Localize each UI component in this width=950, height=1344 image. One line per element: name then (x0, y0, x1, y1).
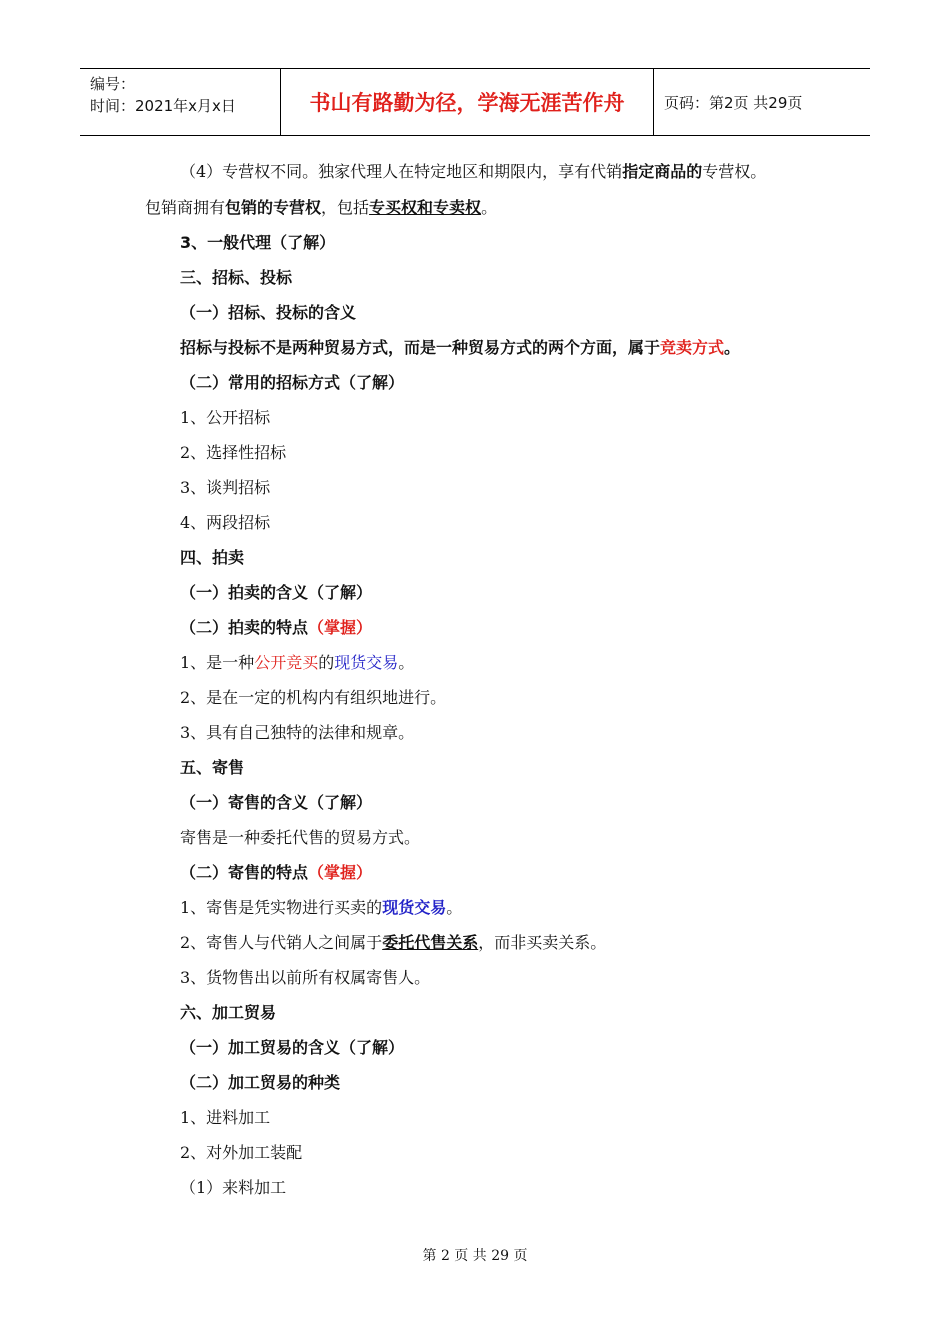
heading-general-agency: 3、一般代理（了解） (180, 233, 336, 252)
time-label: 时间：2021年x月x日 (90, 97, 236, 115)
list-item: 1、公开招标 (180, 408, 271, 427)
heading-consignment-meaning: （一）寄售的含义（了解） (180, 793, 373, 812)
paragraph-exclusive-right: （4）专营权不同。独家代理人在特定地区和期限内，享有代销指定商品的专营权。 (180, 162, 767, 181)
heading-processing-trade: 六、加工贸易 (180, 1003, 277, 1022)
header-motto: 书山有路勤为径，学海无涯苦作舟 (281, 69, 654, 135)
number-label: 编号： (90, 75, 136, 93)
list-item: 1、是一种公开竞买的现货交易。 (180, 653, 415, 672)
heading-processing-meaning: （一）加工贸易的含义（了解） (180, 1038, 405, 1057)
list-item: 1、寄售是凭实物进行买卖的现货交易。 (180, 898, 463, 917)
heading-tender-methods: （二）常用的招标方式（了解） (180, 373, 405, 392)
list-item: 3、具有自己独特的法律和规章。 (180, 723, 415, 742)
list-item: 2、对外加工装配 (180, 1143, 303, 1162)
list-item: 3、谈判招标 (180, 478, 271, 497)
header-page-info: 页码：第2页 共29页 (664, 93, 803, 112)
heading-processing-types: （二）加工贸易的种类 (180, 1073, 341, 1092)
heading-auction: 四、拍卖 (180, 548, 245, 567)
heading-auction-meaning: （一）拍卖的含义（了解） (180, 583, 373, 602)
list-item: 2、是在一定的机构内有组织地进行。 (180, 688, 447, 707)
heading-consignment: 五、寄售 (180, 758, 245, 777)
paragraph-consignment-definition: 寄售是一种委托代售的贸易方式。 (180, 828, 421, 847)
list-item: （1）来料加工 (180, 1178, 287, 1197)
list-item: 2、寄售人与代销人之间属于委托代售关系，而非买卖关系。 (180, 933, 607, 952)
paragraph-distributor: 包销商拥有包销的专营权，包括专买权和专卖权。 (145, 198, 498, 217)
heading-tender-meaning: （一）招标、投标的含义 (180, 303, 357, 322)
paragraph-tender-definition: 招标与投标不是两种贸易方式，而是一种贸易方式的两个方面，属于竞卖方式。 (180, 338, 741, 357)
list-item: 3、货物售出以前所有权属寄售人。 (180, 968, 431, 987)
list-item: 2、选择性招标 (180, 443, 287, 462)
header-meta (80, 69, 281, 135)
heading-tender: 三、招标、投标 (180, 268, 293, 287)
heading-consignment-features: （二）寄售的特点（掌握） (180, 863, 373, 882)
heading-auction-features: （二）拍卖的特点（掌握） (180, 618, 373, 637)
page-footer: 第 2 页 共 29 页 (422, 1248, 528, 1264)
page-header (80, 68, 870, 136)
list-item: 1、进料加工 (180, 1108, 271, 1127)
list-item: 4、两段招标 (180, 513, 271, 532)
